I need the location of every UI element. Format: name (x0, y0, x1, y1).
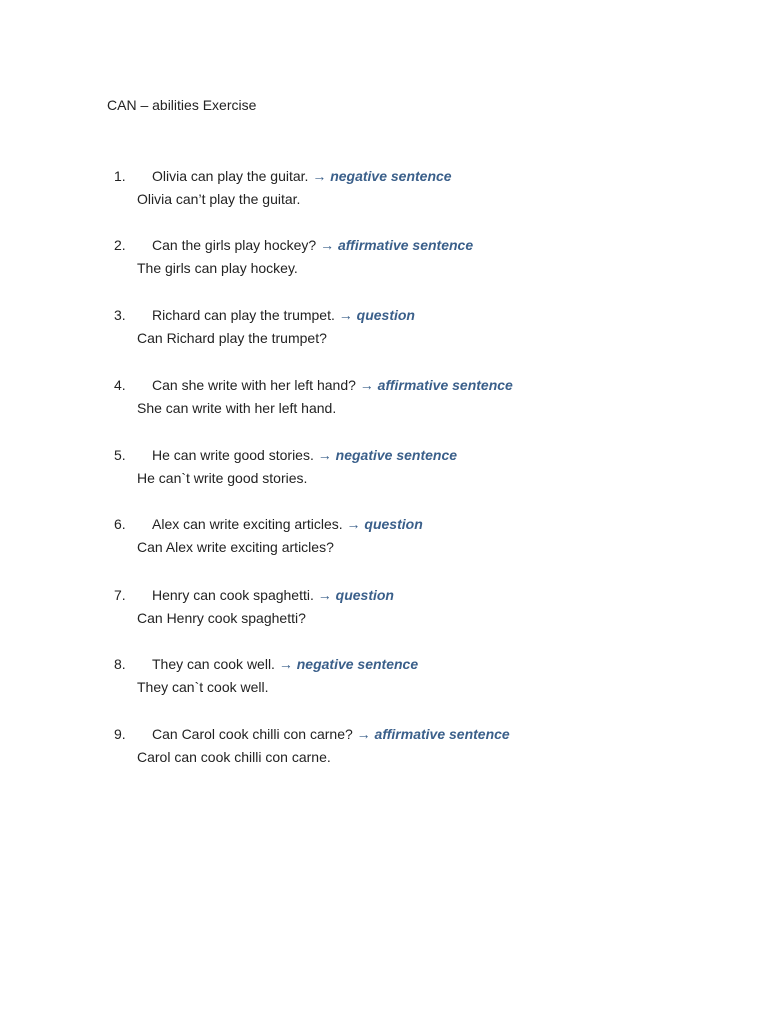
instruction-text: affirmative sentence (377, 377, 513, 393)
exercise-answer: Can Richard play the trumpet? (137, 330, 327, 346)
exercise-number: 6. (114, 516, 126, 532)
arrow-icon: → (320, 237, 335, 253)
exercise-instruction (357, 726, 510, 742)
instruction-text: question (335, 587, 394, 603)
exercise-prompt (152, 655, 418, 673)
exercise-item (0, 167, 768, 215)
exercise-answer: The girls can play hockey. (137, 260, 298, 276)
arrow-icon: → (278, 656, 293, 672)
exercise-prompt (152, 236, 473, 254)
exercise-sentence: Can she write with her left hand? (152, 377, 356, 393)
exercise-prompt (152, 376, 513, 394)
exercise-instruction (318, 447, 457, 463)
exercise-item (0, 236, 768, 284)
exercise-answer: He can`t write good stories. (137, 470, 308, 486)
exercise-number: 4. (114, 377, 126, 393)
arrow-icon: → (356, 726, 371, 742)
exercise-prompt (152, 586, 394, 604)
exercise-answer: Olivia can’t play the guitar. (137, 191, 301, 207)
exercise-item (0, 655, 768, 703)
exercise-number: 3. (114, 307, 126, 323)
exercise-sentence: Can Carol cook chilli con carne? (152, 726, 353, 742)
exercise-sentence: Alex can write exciting articles. (152, 516, 343, 532)
exercise-prompt (152, 725, 510, 743)
exercise-answer: Can Henry cook spaghetti? (137, 610, 306, 626)
exercise-number: 2. (114, 237, 126, 253)
document-title: CAN – abilities Exercise (107, 97, 257, 113)
arrow-icon: → (312, 168, 327, 184)
exercise-sentence: They can cook well. (152, 656, 275, 672)
instruction-text: affirmative sentence (374, 726, 510, 742)
exercise-number: 1. (114, 168, 126, 184)
exercise-sentence: Henry can cook spaghetti. (152, 587, 314, 603)
instruction-text: question (356, 307, 415, 323)
exercise-instruction (339, 307, 415, 323)
exercise-item (0, 376, 768, 424)
arrow-icon: → (359, 377, 374, 393)
exercise-sentence: Richard can play the trumpet. (152, 307, 335, 323)
exercise-instruction (347, 516, 423, 532)
exercise-prompt (152, 446, 457, 464)
exercise-instruction (320, 237, 473, 253)
arrow-icon: → (338, 307, 353, 323)
exercise-answer: Carol can cook chilli con carne. (137, 749, 331, 765)
exercise-instruction (279, 656, 418, 672)
exercise-sentence: Olivia can play the guitar. (152, 168, 309, 184)
exercise-item (0, 446, 768, 494)
arrow-icon: → (346, 516, 361, 532)
exercise-number: 9. (114, 726, 126, 742)
exercise-sentence: Can the girls play hockey? (152, 237, 317, 253)
exercise-answer: Can Alex write exciting articles? (137, 539, 334, 555)
exercise-answer: She can write with her left hand. (137, 400, 337, 416)
exercise-item (0, 586, 768, 634)
instruction-text: negative sentence (335, 447, 458, 463)
exercise-item (0, 725, 768, 773)
exercise-number: 7. (114, 587, 126, 603)
exercise-instruction (318, 587, 394, 603)
exercise-instruction (360, 377, 513, 393)
arrow-icon: → (317, 447, 332, 463)
exercise-item (0, 515, 768, 563)
instruction-text: negative sentence (296, 656, 419, 672)
instruction-text: question (364, 516, 423, 532)
exercise-instruction (312, 168, 451, 184)
exercise-number: 5. (114, 447, 126, 463)
instruction-text: affirmative sentence (337, 237, 474, 253)
exercise-prompt (152, 306, 415, 324)
exercise-prompt (152, 515, 423, 533)
exercise-sentence: He can write good stories. (152, 447, 314, 463)
exercise-number: 8. (114, 656, 126, 672)
exercise-item (0, 306, 768, 354)
instruction-text: negative sentence (330, 168, 452, 184)
exercise-prompt (152, 167, 452, 185)
arrow-icon: → (317, 587, 332, 603)
exercise-answer: They can`t cook well. (137, 679, 269, 695)
